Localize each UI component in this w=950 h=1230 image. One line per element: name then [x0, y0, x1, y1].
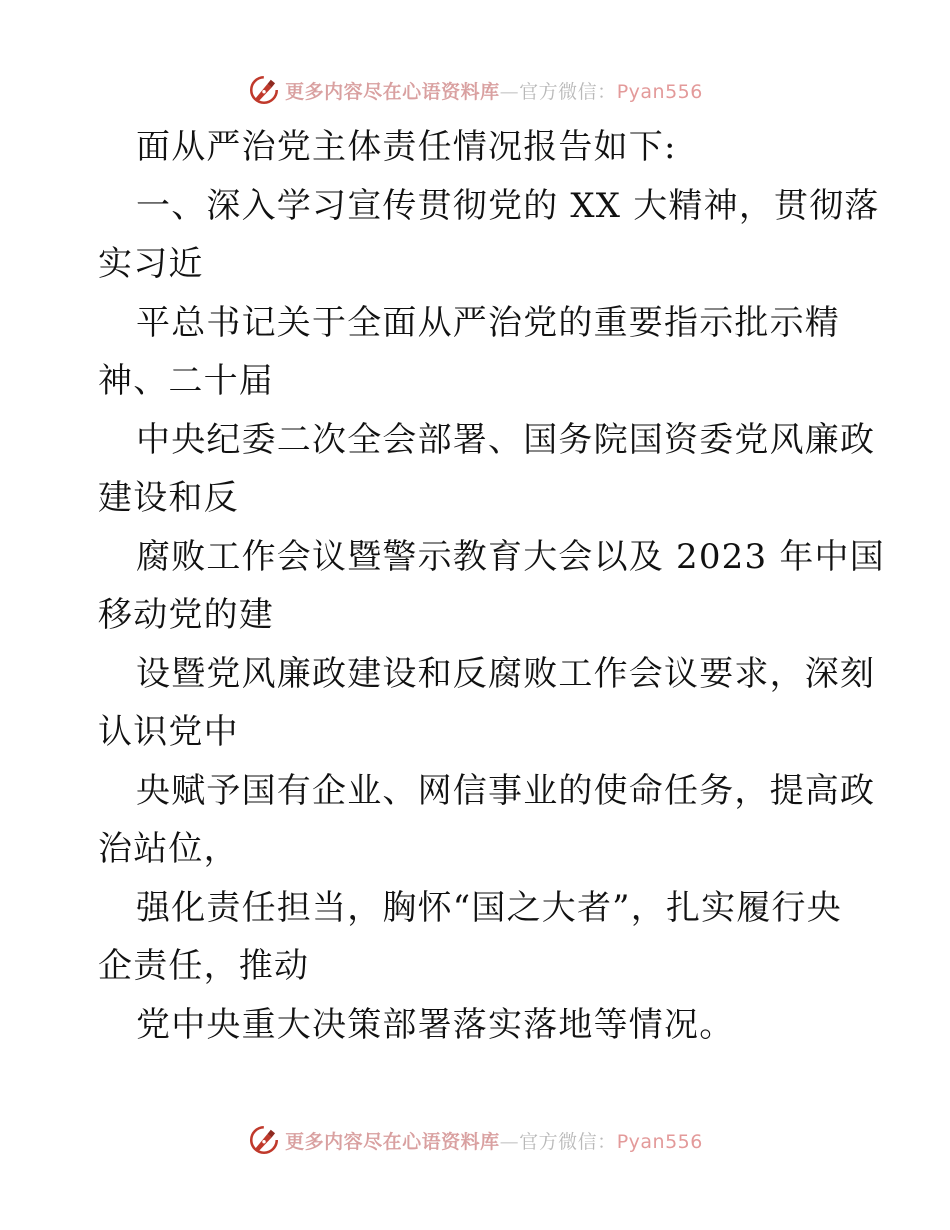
text-line: 腐败工作会议暨警示教育大会以及 2023 年中国	[136, 536, 885, 577]
text-line: 企责任，推动	[98, 946, 310, 986]
watermark-wechat-label: 官方微信：	[519, 1130, 617, 1153]
document-body	[98, 118, 885, 1054]
watermark-wechat-id: Pyan556	[616, 1130, 703, 1153]
text-line: 央赋予国有企业、网信事业的使命任务，提高政	[136, 770, 876, 811]
watermark-footer	[0, 1120, 950, 1160]
text-line: 实习近	[98, 244, 204, 284]
watermark-separator: —	[499, 80, 520, 103]
text-line: 神、二十届	[98, 361, 274, 401]
text-line: 认识党中	[98, 712, 239, 752]
watermark-main-text: 更多内容尽在心语资料库	[285, 80, 500, 103]
pen-logo-icon	[247, 1123, 281, 1157]
text-line: 中央纪委二次全会部署、国务院国资委党风廉政	[136, 419, 876, 460]
text-line: 平总书记关于全面从严治党的重要指示批示精	[136, 302, 840, 343]
watermark-header	[0, 70, 950, 110]
text-line: 建设和反	[98, 478, 239, 518]
text-line: 治站位，	[98, 829, 239, 869]
text-line: 强化责任担当，胸怀“国之大者”，扎实履行央	[136, 887, 842, 928]
watermark-main-text: 更多内容尽在心语资料库	[285, 1130, 500, 1153]
text-line: 面从严治党主体责任情况报告如下:	[136, 127, 677, 167]
text-line: 一、深入学习宣传贯彻党的 XX 大精神，贯彻落	[136, 185, 880, 226]
text-line: 设暨党风廉政建设和反腐败工作会议要求，深刻	[136, 653, 876, 694]
pen-logo-icon	[247, 73, 281, 107]
watermark-wechat-id: Pyan556	[616, 80, 703, 103]
watermark-separator: —	[499, 1130, 520, 1153]
watermark-wechat-label: 官方微信：	[519, 80, 617, 103]
text-line: 党中央重大决策部署落实落地等情况。	[136, 1004, 735, 1045]
text-line: 移动党的建	[98, 595, 274, 635]
